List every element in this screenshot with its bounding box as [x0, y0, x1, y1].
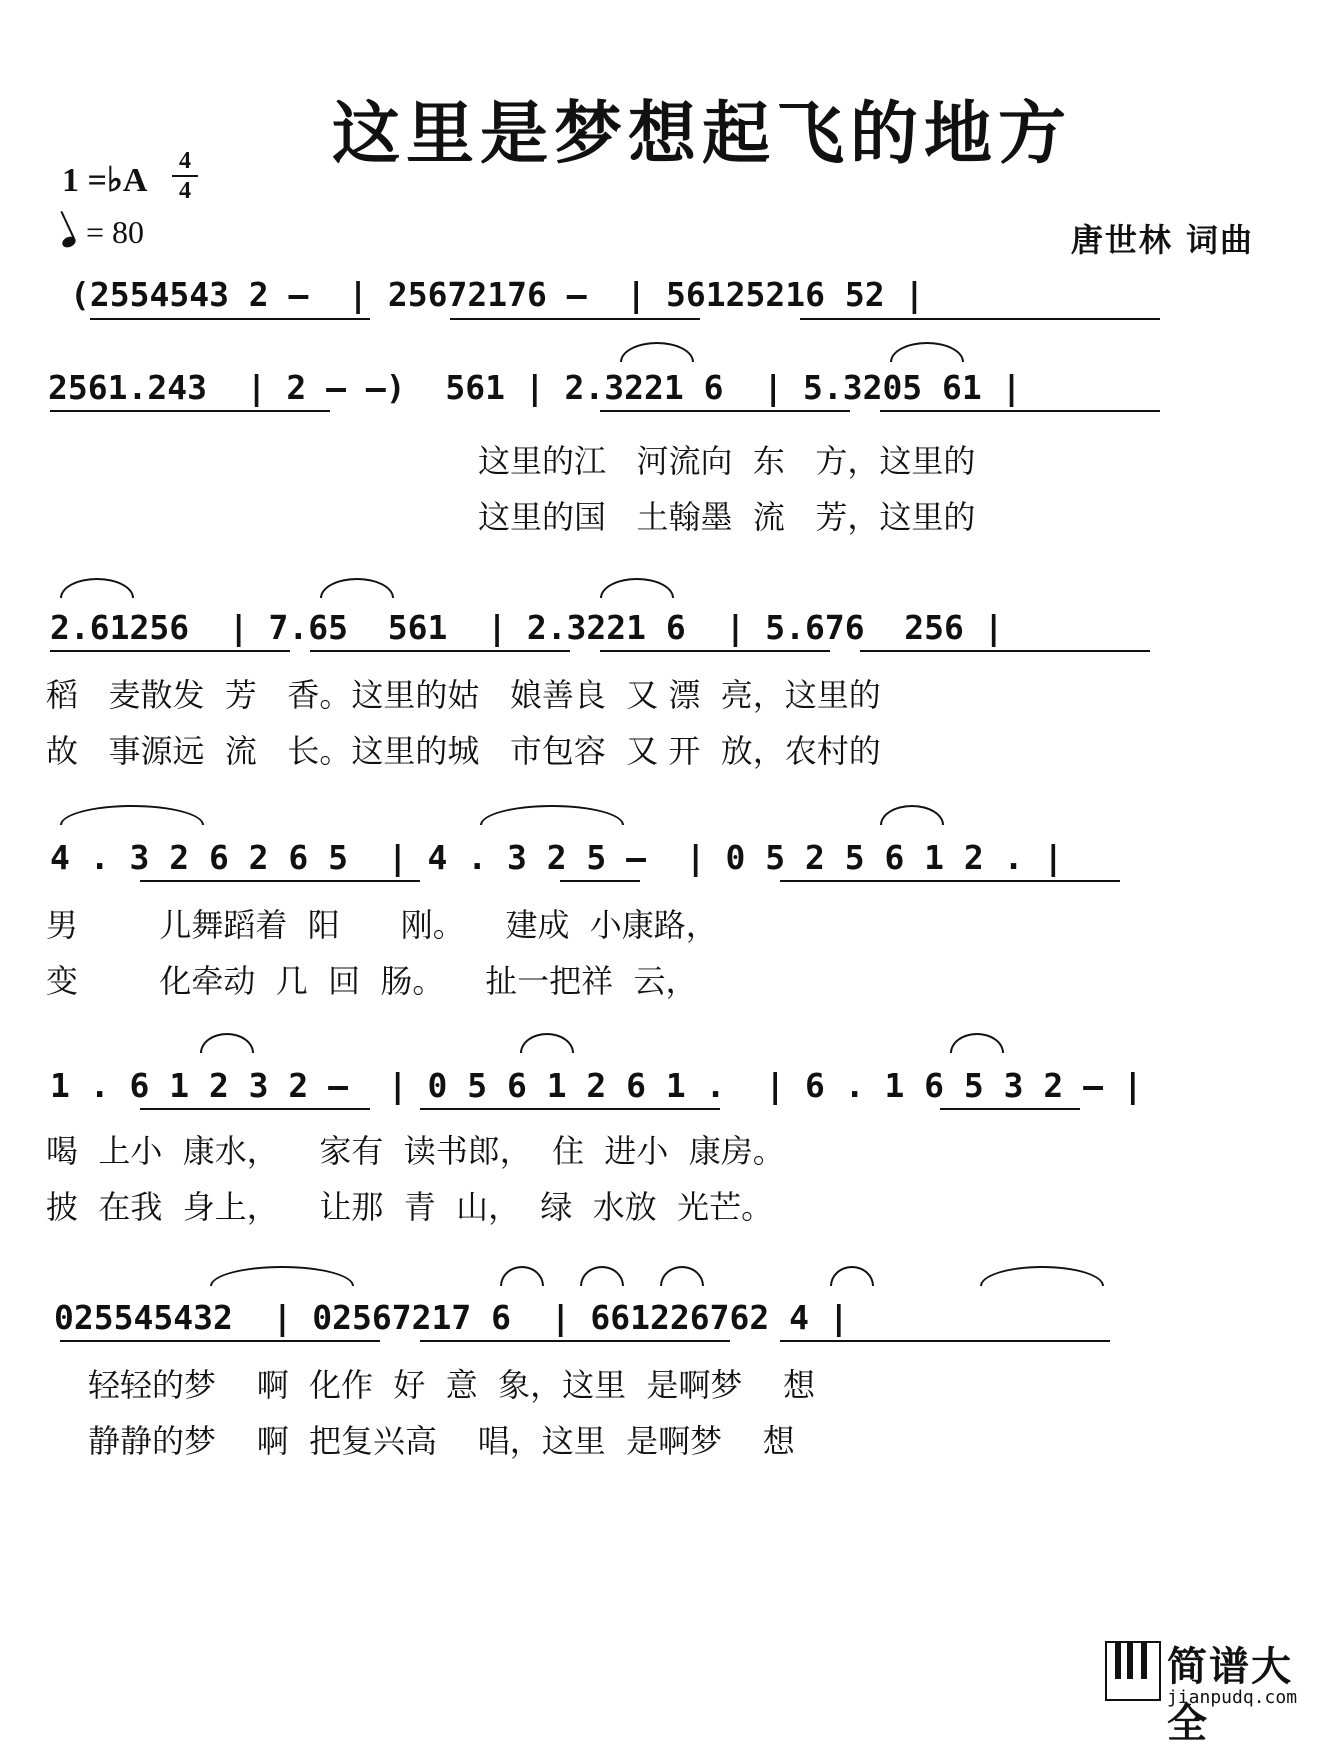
slur	[880, 805, 944, 825]
slur	[950, 1033, 1004, 1053]
lyric-row-5-verse-1: 喝 上小 康水， 家有 读书郎， 住 进小 康房。	[46, 1132, 785, 1170]
underline	[60, 1340, 380, 1342]
meter-bottom: 4	[179, 178, 191, 204]
key-signature: 1 =♭A	[62, 162, 148, 199]
lyric-row-2-verse-2: 这里的国 土翰墨 流 芳，这里的	[478, 498, 976, 536]
underline	[600, 410, 850, 412]
author-credit: 唐世林 词曲	[1070, 221, 1254, 259]
underline	[940, 1108, 1080, 1110]
lyric-row-6-verse-1: 轻轻的梦 啊 化作 好 意 象，这里 是啊梦 想	[88, 1366, 816, 1404]
underline	[140, 880, 420, 882]
lyric-row-3-verse-1: 稻 麦散发 芳 香。这里的姑 娘善良 又 漂 亮，这里的	[46, 676, 881, 714]
slur	[620, 342, 694, 362]
slur	[320, 578, 394, 598]
lyric-row-4-verse-1: 男 儿舞蹈着 阳 刚。 建成 小康路，	[46, 906, 718, 944]
slur	[890, 342, 964, 362]
meter-line	[172, 175, 198, 177]
site-logo	[1105, 1635, 1315, 1747]
notation-row-5: 1 . 6 1 2 3 2 – | 0 5 6 1 2 6 1 . | 6 . 1 6 5 3 2 – |	[50, 1066, 1143, 1105]
underline	[420, 1340, 730, 1342]
lyric-row-4-verse-2: 变 化牵动 几 回 肠。 扯一把祥 云，	[46, 962, 698, 1000]
underline	[800, 318, 1160, 320]
logo-url: jianpudq.com	[1167, 1687, 1298, 1708]
notation-row-1: (2554543 2 – | 25672176 – | 56125216 52 |	[70, 275, 925, 314]
underline	[310, 650, 570, 652]
slur	[60, 578, 134, 598]
slur	[210, 1266, 354, 1286]
lyric-row-2-verse-1: 这里的江 河流向 东 方，这里的	[478, 442, 976, 480]
underline	[140, 1108, 370, 1110]
lyric-row-6-verse-2: 静静的梦 啊 把复兴高 唱，这里 是啊梦 想	[88, 1422, 795, 1460]
underline	[90, 318, 370, 320]
notation-row-6: 025545432 | 02567217 6 | 661226762 4 |	[54, 1298, 849, 1337]
slur	[200, 1033, 254, 1053]
slur	[980, 1266, 1104, 1286]
underline	[420, 1108, 720, 1110]
underline	[780, 1340, 1110, 1342]
lyric-row-3-verse-2: 故 事源远 流 长。这里的城 市包容 又 开 放，农村的	[46, 732, 881, 770]
quarter-note-icon	[61, 235, 78, 250]
notation-row-2: 2561.243 | 2 – –) 561 | 2.3221 6 | 5.3205 61 |	[48, 368, 1022, 407]
slur	[520, 1033, 574, 1053]
logo-text: 简谱大全	[1167, 1644, 1293, 1747]
notation-row-3: 2.61256 | 7.65 561 | 2.3221 6 | 5.676 256 |	[50, 608, 1004, 647]
underline	[880, 410, 1160, 412]
underline	[780, 880, 1120, 882]
underline	[600, 650, 830, 652]
tempo-value: = 80	[86, 214, 145, 250]
underline	[860, 650, 1150, 652]
slur	[580, 1266, 624, 1286]
slur	[830, 1266, 874, 1286]
tempo-marking	[62, 214, 144, 251]
slur	[500, 1266, 544, 1286]
underline	[450, 318, 700, 320]
slur	[60, 805, 204, 825]
underline	[560, 880, 640, 882]
time-signature	[172, 148, 198, 204]
piano-icon	[1105, 1641, 1161, 1701]
slur	[480, 805, 624, 825]
page-title: 这里是梦想起飞的地方	[331, 94, 1072, 174]
lyric-row-5-verse-2: 披 在我 身上， 让那 青 山， 绿 水放 光芒。	[46, 1188, 774, 1226]
slur	[660, 1266, 704, 1286]
slur	[600, 578, 674, 598]
underline	[50, 650, 290, 652]
meter-top: 4	[179, 148, 191, 174]
notation-row-4: 4 . 3 2 6 2 6 5 | 4 . 3 2 5 – | 0 5 2 5 6 1 2 . |	[50, 838, 1064, 877]
underline	[50, 410, 330, 412]
